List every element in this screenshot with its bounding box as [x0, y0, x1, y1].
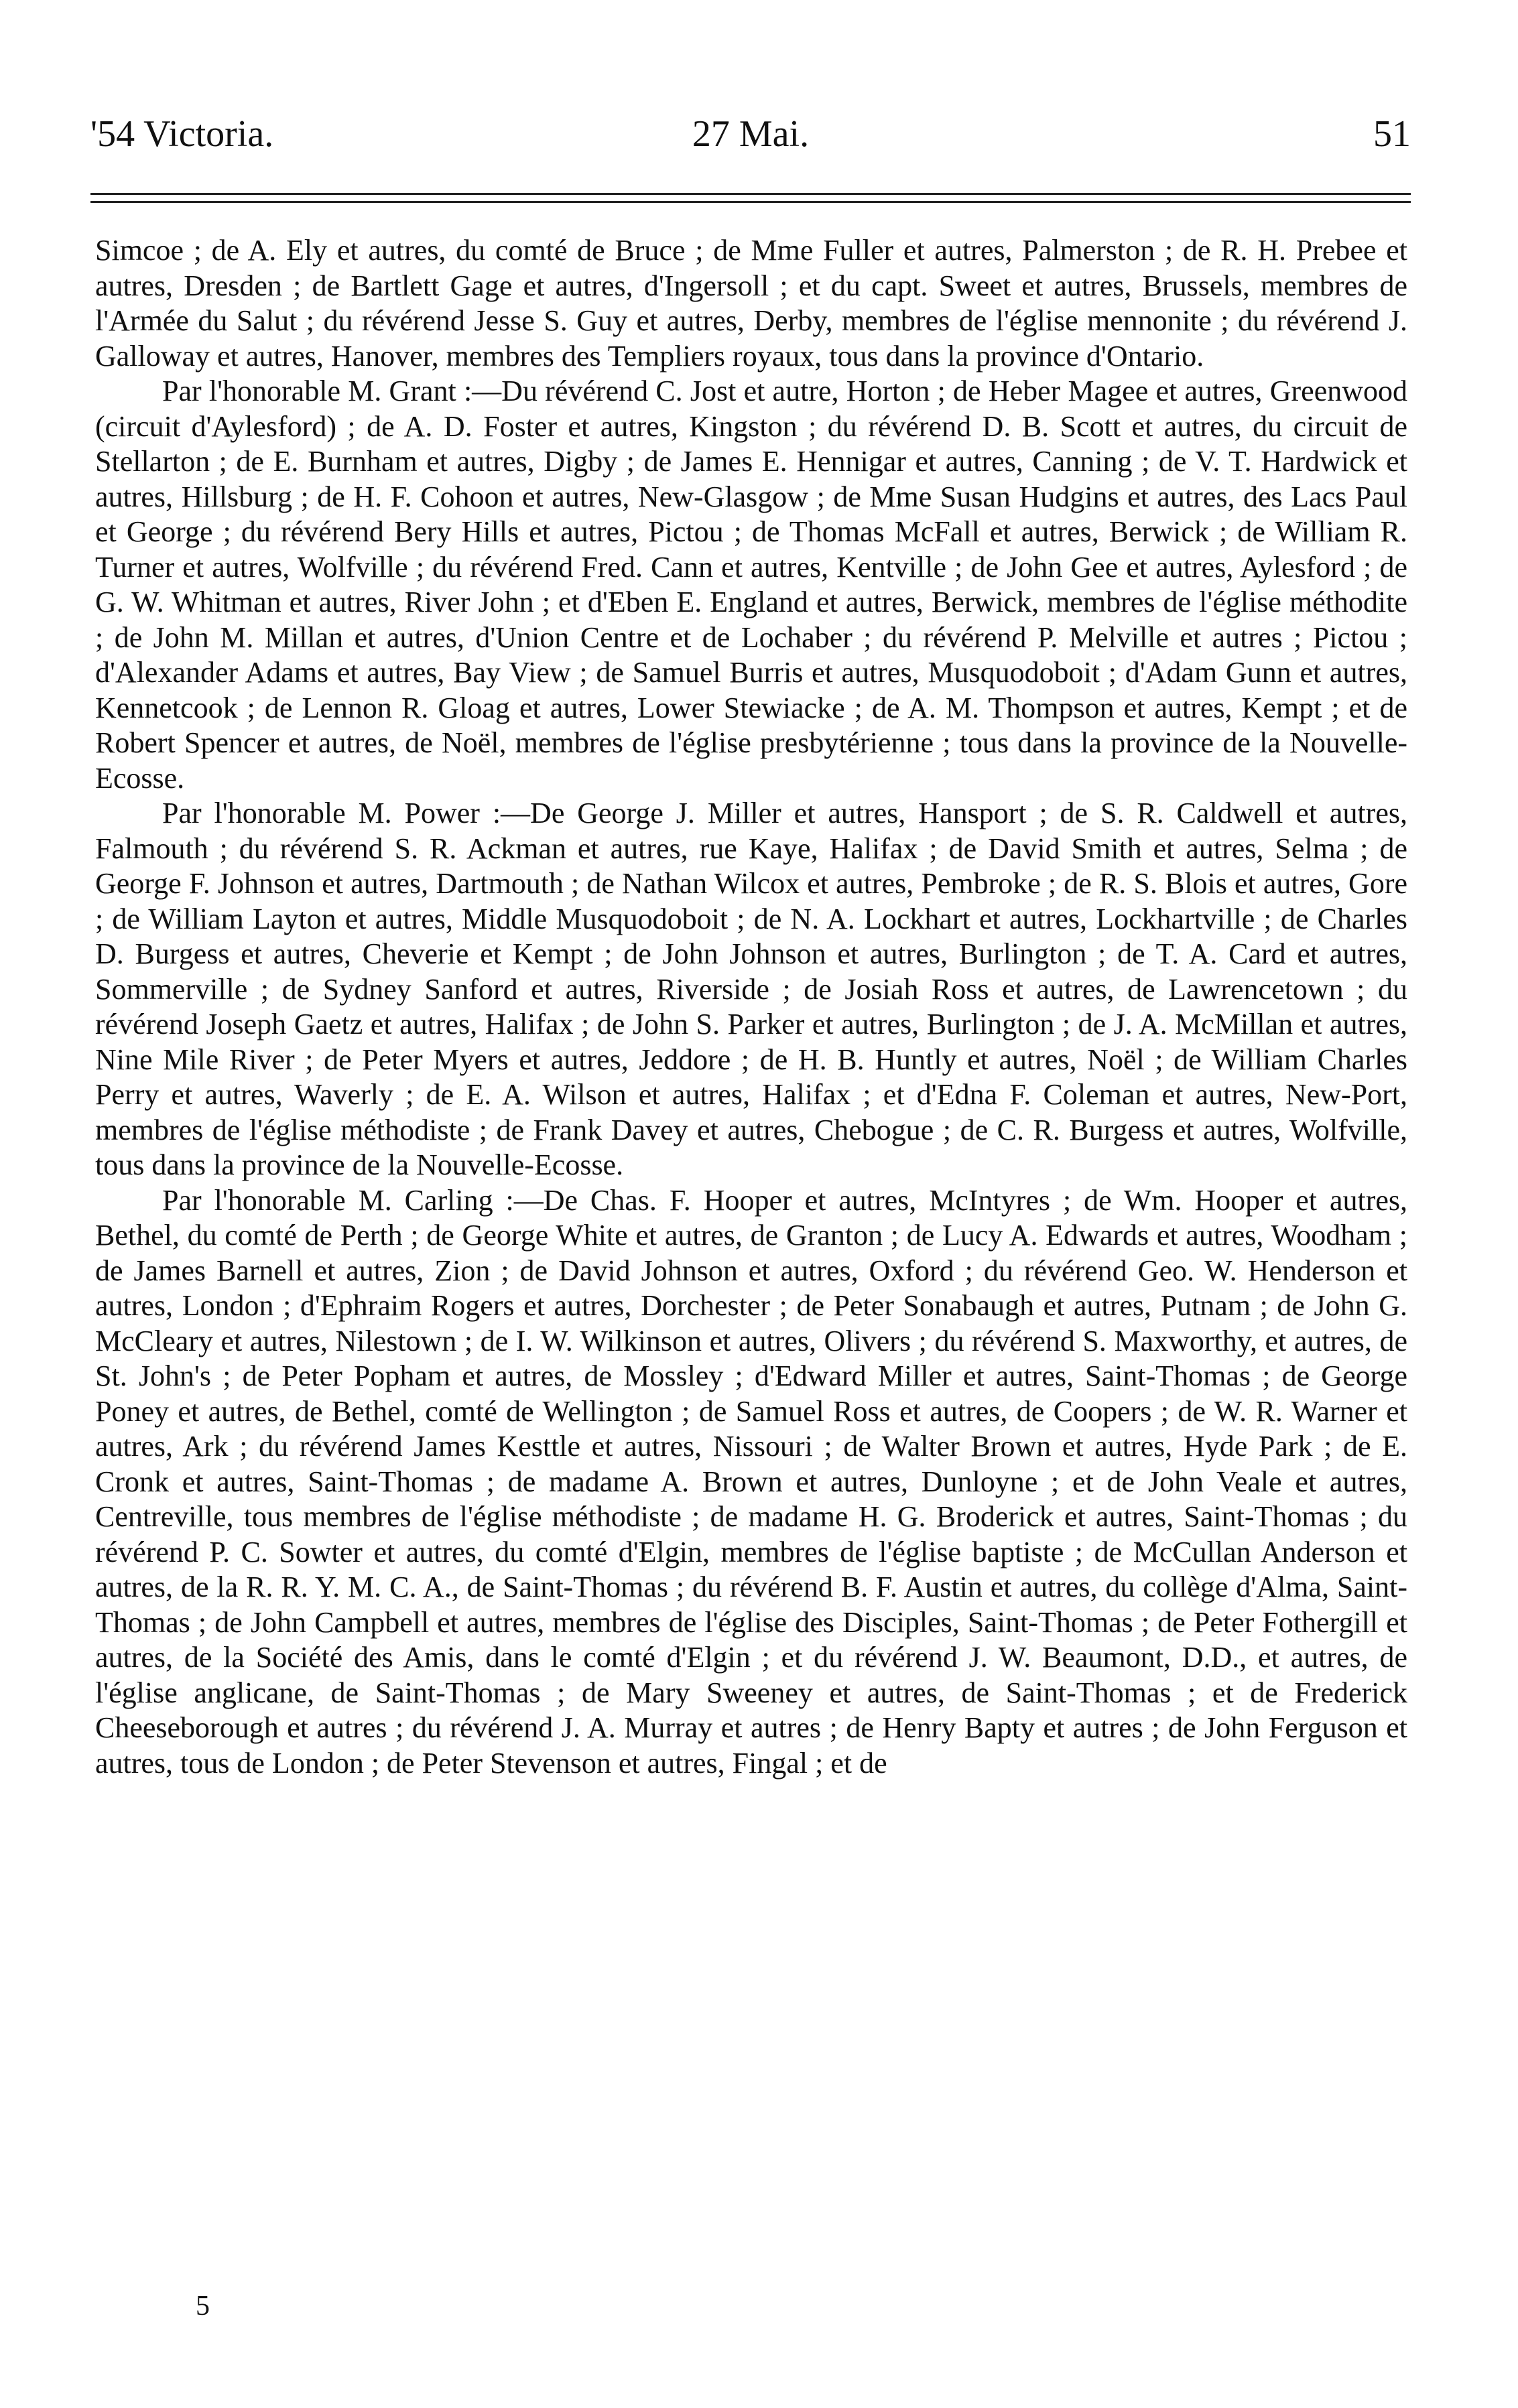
page-number: 51	[1373, 113, 1411, 155]
paragraph-carling: Par l'honorable M. Carling :—De Chas. F. Hooper et autres, McIntyres ; de Wm. Hooper et autres, Bethel, du comté de Perth ; de George White et autres, de Granton ; de Lucy A. Edwards et autres, Woodham ; de James Barnell et autres, Zion ; de David Johnson et autres, Oxford ; du révérend Geo. W. Henderson et autres, London ; d'Ephraim Rogers et autres, Dorchester ; de Peter Sonabaugh et autres, Putnam ; de John G. McCleary et autres, Nilestown ; de I. W. Wilkinson et autres, Olivers ; du révérend S. Maxworthy, et autres, de St. John's ; de Peter Popham et autres, de Mossley ; d'Edward Miller et autres, Saint-Thomas ; de George Poney et autres, de Bethel, comté de Wellington ; de Samuel Ross et autres, de Coopers ; de W. R. Warner et autres, Ark ; du révérend James Kesttle et autres, Nissouri ; de Walter Brown et autres, Hyde Park ; de E. Cronk et autres, Saint-Thomas ; de madame A. Brown et autres, Dunloyne ; et de John Veale et autres, Centreville, tous membres de l'église méthodiste ; de madame H. G. Broderick et autres, Saint-Thomas ; du révérend P. C. Sowter et autres, du comté d'Elgin, membres de l'église baptiste ; de McCullan Anderson et autres, de la R. R. Y. M. C. A., de Saint-Thomas ; du révérend B. F. Austin et autres, du collège d'Alma, Saint-Thomas ; de John Campbell et autres, membres de l'église des Disciples, Saint-Thomas ; de Peter Fothergill et autres, de la Société des Amis, dans le comté d'Elgin ; et du révérend J. W. Beaumont, D.D., et autres, de l'église anglicane, de Saint-Thomas ; de Mary Sweeney et autres, de Saint-Thomas ; et de Frederick Cheeseborough et autres ; du révérend J. A. Murray et autres ; de Henry Bapty et autres ; de John Ferguson et autres, tous de London ; de Peter Stevenson et autres, Fingal ; et de	[95, 1183, 1407, 1780]
body-text	[95, 233, 1407, 2290]
header-session: '54 Victoria.	[90, 113, 274, 155]
header-rule-top	[90, 193, 1411, 195]
running-header	[90, 107, 1411, 161]
header-rule-bottom	[90, 201, 1411, 203]
signature-mark: 5	[196, 2291, 210, 2322]
header-date: 27 Mai.	[692, 113, 810, 155]
paragraph-continued: Simcoe ; de A. Ely et autres, du comté de Bruce ; de Mme Fuller et autres, Palmerston ; de R. H. Prebee et autres, Dresden ; de Bartlett Gage et autres, d'Ingersoll ; et du capt. Sweet et autres, Brussels, membres de l'Armée du Salut ; du révérend Jesse S. Guy et autres, Derby, membres de l'église mennonite ; du révérend J. Galloway et autres, Hanover, membres des Templiers royaux, tous dans la province d'Ontario.	[95, 234, 1407, 373]
paragraph-grant: Par l'honorable M. Grant :—Du révérend C. Jost et autre, Horton ; de Heber Magee et autres, Greenwood (circuit d'Aylesford) ; de A. D. Foster et autres, Kingston ; du révérend D. B. Scott et autres, du circuit de Stellarton ; de E. Burnham et autres, Digby ; de James E. Hennigar et autres, Canning ; de V. T. Hardwick et autres, Hillsburg ; de H. F. Cohoon et autres, New-Glasgow ; de Mme Susan Hudgins et autres, des Lacs Paul et George ; du révérend Bery Hills et autres, Pictou ; de Thomas McFall et autres, Berwick ; de William R. Turner et autres, Wolfville ; du révérend Fred. Cann et autres, Kentville ; de John Gee et autres, Aylesford ; de G. W. Whitman et autres, River John ; et d'Eben E. England et autres, Berwick, membres de l'église méthodite ; de John M. Millan et autres, d'Union Centre et de Lochaber ; du révérend P. Melville et autres ; Pictou ; d'Alexander Adams et autres, Bay View ; de Samuel Burris et autres, Musquodoboit ; d'Adam Gunn et autres, Kennetcook ; de Lennon R. Gloag et autres, Lower Stewiacke ; de A. M. Thompson et autres, Kempt ; et de Robert Spencer et autres, de Noël, membres de l'église presbytérienne ; tous dans la province de la Nouvelle-Ecosse.	[95, 375, 1407, 795]
paragraph-power: Par l'honorable M. Power :—De George J. Miller et autres, Hansport ; de S. R. Caldwell et autres, Falmouth ; du révérend S. R. Ackman et autres, rue Kaye, Halifax ; de David Smith et autres, Selma ; de George F. Johnson et autres, Dartmouth ; de Nathan Wilcox et autres, Pembroke ; de R. S. Blois et autres, Gore ; de William Layton et autres, Middle Musquodoboit ; de N. A. Lockhart et autres, Lockhartville ; de Charles D. Burgess et autres, Cheverie et Kempt ; de John Johnson et autres, Burlington ; de T. A. Card et autres, Sommerville ; de Sydney Sanford et autres, Riverside ; de Josiah Ross et autres, de Lawrencetown ; du révérend Joseph Gaetz et autres, Halifax ; de John S. Parker et autres, Burlington ; de J. A. McMillan et autres, Nine Mile River ; de Peter Myers et autres, Jeddore ; de H. B. Huntly et autres, Noël ; de William Charles Perry et autres, Waverly ; de E. A. Wilson et autres, Halifax ; et d'Edna F. Coleman et autres, New-Port, membres de l'église méthodiste ; de Frank Davey et autres, Chebogue ; de C. R. Burgess et autres, Wolfville, tous dans la province de la Nouvelle-Ecosse.	[95, 797, 1407, 1181]
